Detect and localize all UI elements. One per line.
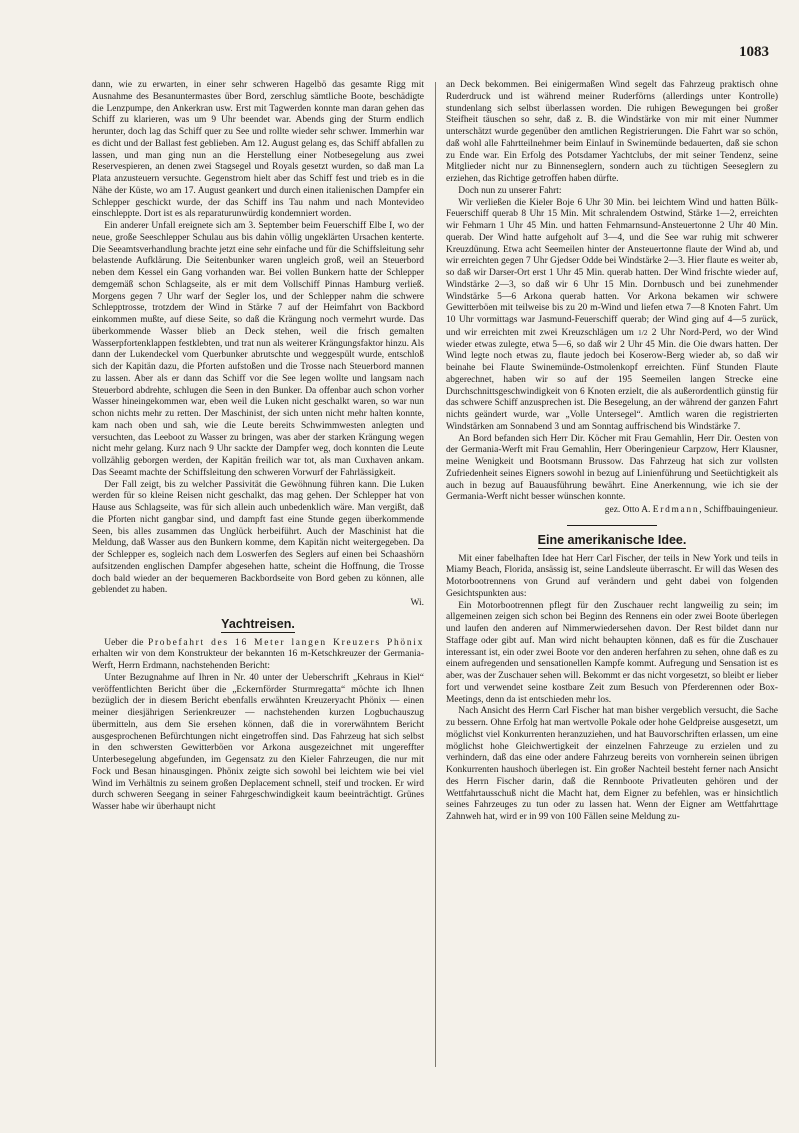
paragraph: An Bord befanden sich Herr Dir. Köcher mit Frau Gemahlin, Herr Dir. Oesten von der Germania-Werft mit Frau Gemahlin, Herr Oberingenieur Carpzow, Herr Klausner, meine Wenigkeit und Bootsmann Brussow. Das Fahrzeug hat sich zur vollsten Zufriedenheit seines Eigners sowohl in bezug auf Linienführung und Seetüchtigkeit als auch in bezug auf Bauausführung bewährt. Eine Anerkennung, wie ich sie der Germania-Werft nicht besser wünschen konnte. [446, 433, 778, 503]
signature-text: gez. Otto A. [604, 505, 653, 515]
section-heading [446, 532, 778, 547]
paragraph: an Deck bekommen. Bei einigermaßen Wind segelt das Fahrzeug praktisch ohne Ruderdruck und ist während meiner Ruderförns (allerdings unter Kontrolle) stundenlang sich selbst überlassen worden. Die ruhigen Bewegungen bei großer Steifheit täuschen so sehr, daß z. B. die Windstärke von mir mit einer Nummer unterschätzt wurde gegenüber den amtlichen Registrierungen. Die Fahrt war so schön, daß wohl alle Fahrtteilnehmer beim Einlauf in Swinemünde bedauerten, daß sie schon zu Ende war. Ein Erfolg des Potsdamer Yachtclubs, der mit seiner Tendenz, seine Mitglieder nicht nur zu Binnenseglern, sondern auch zu tüchtigen Seeseglern zu erziehen, das Richtige getroffen haben dürfte. [446, 80, 778, 184]
separator-rule [567, 525, 657, 526]
article-signature: Wi. [410, 598, 424, 608]
paragraph-text: Wir verließen die Kieler Boje 6 Uhr 30 Min. bei leichtem Wind und hatten Bülk-Feuerschiff querab 8 Uhr 15 Min. Mit schralendem Ostwind, Stärke 1—2, erreichten wir Fehmarn 1 Uhr 45 Min. und hatten Fehmarnsund-Ansteuertonne 2 Uhr 40 Min. querab. Der Wind hatte aufgeholt auf 3—4, und die See war ruhig mit schwerer Kreuzdünung. Etwa acht Seemeilen hinter der Ansteuertonne flaute der Wind ab, und wir erreichten gegen 7 Uhr Gjedser Odde bei Windstärke 2—3. Hier flaute es weiter ab, so daß wir Darser-Ort erst 1 Uhr 45 Min. querab hatten. Der Wind frischte wieder auf, Windstärke 2—3, so daß wir 6 Uhr 15 Min. Dornbusch und bei zunehmender Windstärke 5—6 Arkona querab hatten. Vor Arkona bekamen wir schwere Gewitterböen mit teilweise bis zu 20 m-Wind und liefen etwa 7—8 Knoten Fahrt. Um 10 Uhr vormittags war Jasmund-Feuerschiff querab; der Wind ging auf 4—5 zurück, und wir erreichten mit zwei Kreuzschlägen um [446, 197, 778, 338]
fraction-text: 1/2 [637, 327, 648, 337]
paragraph: Doch nun zu unserer Fahrt: [458, 185, 562, 196]
section-heading-text: Yachtreisen. [221, 616, 295, 631]
section-heading-text: Eine amerikanische Idee. [537, 532, 687, 547]
paragraph-text: Der Fall zeigt, bis zu welcher Passivität die Gewöhnung führen kann. Die Luken werden für so kleine Reisen nicht geschalkt, das mag gehen. Der Schlepper hat von Hause aus Schlagseite, was für sich allein auch unbedenklich wäre. Man vergißt, daß die Pforten nicht gangbar sind, und dampft fast eine Stunde gegen überkommende Seen, bis alles zusammen das Unglück herbeiführt. Auch der Maschinist hat die Meldung, daß Wasser aus den Bunkern komme, dem Kapitän nicht weitergegeben. Da der Schlepper es, sogleich nach dem Loswerfen des Seglers auf einen bei Schaashörn aufsitzenden englischen Dampfer abgesehen hatte, scheint die Hoffnung, die Trosse doch bald wieder an der bequemeren Backbordseite von Bord geben zu können, alle geblendet zu haben. [92, 479, 424, 596]
section-heading [92, 616, 424, 631]
paragraph [446, 198, 778, 434]
paragraph-text: Ueber die [104, 637, 148, 648]
page-number: 1083 [739, 44, 769, 60]
signature-text: , Schiffbauingenieur. [699, 505, 778, 515]
left-column [92, 80, 424, 814]
paragraph-text: erhalten wir von dem Konstrukteur der bekannten 16 m-Ketschkreuzer der Germania-Werft, Herrn Erdmann, nachstehenden Bericht: [92, 649, 424, 671]
paragraph [92, 480, 424, 598]
signature-name: Erdmann [652, 505, 700, 515]
paragraph: Ein anderer Unfall ereignete sich am 3. September beim Feuerschiff Elbe I, wo der neue, große Seeschlepper Schulau aus bis dahin völlig ungeklärten Ursachen kenterte. Die Seeamtsverhandlung brachte jetzt eine sehr einfache und für die Schiffsleitung sehr belastende Aufklärung. Die Seitenbunker waren ungleich groß, weil an Steuerbord neben dem Kessel ein Gang vorhanden war. Bei vollen Bunkern hatte der Schlepper demgemäß schon Schlagseite, als er mit dem Vollschiff Pinnas Hamburg verließ. Morgens gegen 7 Uhr warf der Segler los, und der Schlepper nahm die schwere Schlepptrosse, trotzdem der Wind in Stärke 7 auf der Heimfahrt von Backbord einkommen mußte, auf diese Seite, so daß die Krängung noch vermehrt wurde. Das überkommende Wasser blieb an Deck stehen, weil die frisch gemalten Wasserpfortenklappen festklebten, und trat nun als weiterer Krängungsfaktor hinzu. Als dann der Lukendeckel vom Querbunker abrutschte und weggespült wurde, entschloß sich der Kapitän dazu, die Pforten aufstoßen und die Trosse nach Steuerbord mannen zu lassen. Aber als er dann das Schiff vor die See legen wollte und langsam nach Steuerbord abdrehte, schlugen die Seen in den Bunker. Da offenbar auch schon vorher Wasser hineingekommen war, eben weil die Luken nicht geschalkt waren, so war nun schon nichts mehr zu retten. Der Maschinist, der sich unten nicht mehr halten konnte, kam nach oben und sah, wie die Leute bereits Schwimmwesten anlegten und versuchten, das Leeboot zu Wasser zu bringen, was aber der starken Krängung wegen nicht mehr gelang. Kurz nach 9 Uhr sackte der Dampfer weg, doch konnten die Leute vollzählig geborgen werden, der Kapitän freilich war tot, als man Cuxhaven ankam. Das Seeamt machte der Schiffsleitung den schweren Vorwurf der Fahrlässigkeit. [92, 221, 424, 478]
paragraph-text: 2 Uhr Nord-Perd, wo der Wind wieder etwas zulegte, etwa 5—6, so daß wir 2 Uhr 45 Min. die Oie dwars hatten. Der Wind legte noch etwas zu, flaute jedoch bei Koserow-Berg wieder ab, so daß wir beinahe bei Flaute Swinemünde-Ostmolenkopf erreichten. Fünf Stunden Flaute abgerechnet, haben wir so auf der 195 Seemeilen langen Strecke eine Durchschnittsgeschwindigkeit von 6 Knoten erzielt, die als außerordentlich günstig für das schwere Schiff anzusprechen ist. Die Besegelung, an der während der ganzen Fahrt nichts geändert wurde, war „Volle Untersegel“. Amtlich waren die registrierten Windstärken am Sonnabend 3 und am Sonntag auffrischend bis Windstärke 7. [446, 327, 778, 432]
article-signature [446, 505, 778, 517]
paragraph: Mit einer fabelhaften Idee hat Herr Carl Fischer, der teils in New York und teils in Miamy Beach, Florida, ansässig ist, seine Landsleute überrascht. Er will das Wesen des Motorbootrennens von Grund auf verändern und geht dabei von folgenden Gesichtspunkten aus: [446, 553, 778, 599]
column-divider [435, 82, 436, 1067]
paragraph: Nach Ansicht des Herrn Carl Fischer hat man bisher vergeblich versucht, die Sache zu bessern. Ohne Erfolg hat man wertvolle Pokale oder hohe Geldpreise ausgesetzt, um möglichst viel Konkurrenten heranzuziehen, und hat Bauvorschriften erlassen, um eine möglichst hohe Gleichwertigkeit der einzelnen Fahrzeuge zu erzielen und zu verhindern, daß das eine oder andere Fahrzeug bereits von vornherein seinen übrigen Konkurrenten haushoch überlegen ist. Ein großer Nachteil besteht ferner nach Ansicht des Herrn Fischer darin, daß die Rennboote Privatleuten gehören und der Wettfahrtausschuß nicht die Macht hat, dem Eigner zu befehlen, was er hinsichtlich seines Fahrzeuges zu tun oder zu lassen hat. Wenn der Eigner am Wettfahrttage Zahnweh hat, wird er in 99 von 100 Fällen seine Meldung zu- [446, 706, 778, 822]
paragraph [92, 638, 424, 673]
emphasis-text: Probefahrt des 16 Meter langen Kreuzers Phönix [148, 637, 424, 648]
paragraph: Ein Motorbootrennen pflegt für den Zuschauer recht langweilig zu sein; im allgemeinen zeigen sich schon bei Beginn des Rennens ein oder zwei Boote überlegen und laufen den anderen auf Nimmerwiedersehen davon. Der Rest bildet dann nur Staffage oder gibt auf. Man wird nicht behaupten können, daß es für die Zuschauer interessant ist, ein oder zwei Boote vor den anderen herfahren zu sehen, ohne daß es zu einem aufregenden und sensationellen Kampfe kommt. Aufregung und Sensation ist es aber, was der Zuschauer sehen will. Bekommt er das nicht vorgesetzt, so bleibt er lieber fort und verwendet seine kostbare Zeit zum Besuch von Pferderennen oder Box-Meetings, denn da ist entschieden mehr los. [446, 600, 778, 705]
right-column [446, 80, 778, 824]
paragraph: Unter Bezugnahme auf Ihren in Nr. 40 unter der Ueberschrift „Kehraus in Kiel“ veröffentlichten Bericht über die „Eckernförder Sturmregatta“ möchte ich Ihnen bezüglich der in diesem Bericht ebenfalls erwähnten Kreuzeryacht Phönix — einen meiner diesjährigen Serienkreuzer — nachstehenden kurzen Logbuchauszug übermitteln, aus dem Sie ersehen können, daß die in vorerwähntem Bericht ausgesprochenen Befürchtungen nicht eingetroffen sind. Das Fahrzeug hat sich selbst in den schwersten Gewitterböen vor Arkona ausgezeichnet mit ungereffter Unterbesegelung abgefunden, im Gegensatz zu den Kieler Fahrzeugen, die nur mit Fock und Besan hinausgingen. Phönix zeigte sich sowohl bei leichtem wie bei viel Wind im Verhältnis zu seinem großen Deplacement schnell, steif und trocken. Er wird durch schweren Seegang in seiner Fahrgeschwindigkeit kaum beeinträchtigt. Grünes Wasser habe wir überhaupt nicht [92, 672, 424, 812]
paragraph: dann, wie zu erwarten, in einer sehr schweren Hagelbö das gesamte Rigg mit Ausnahme des Besanuntermastes über Bord, zerschlug sämtliche Boote, beschädigte die Lenzpumpe, den Ankerkran usw. Erst mit Tagwerden konnte man daran gehen das Schiff zu klarieren, was um 9 Uhr beendet war. Abends ging der Sturm endlich herunter, doch lag das Schiff quer zu See und rollte wieder sehr schwer. Immerhin war es dicht und der Ballast fest geblieben. Am 12. August gelang es, das Schiff abfallen zu lassen, und man ging nun an die Herstellung einer Notbesegelung aus zwei Reservespieren, an denen zwei Stagsegel und Royals gesetzt wurden, so daß man La Plata anzusteuern versuchte. Gegenstrom hielt aber das Schiff fest und trieb es in die Nähe der Küste, wo am 17. August geankert und durch einen italienischen Dampfer ein Schlepper geschickt wurde, der das Schiff ins Tau nahm und nach Montevideo einschleppte. Dort ist es als reparaturunwürdig kondemniert worden. [92, 80, 424, 220]
